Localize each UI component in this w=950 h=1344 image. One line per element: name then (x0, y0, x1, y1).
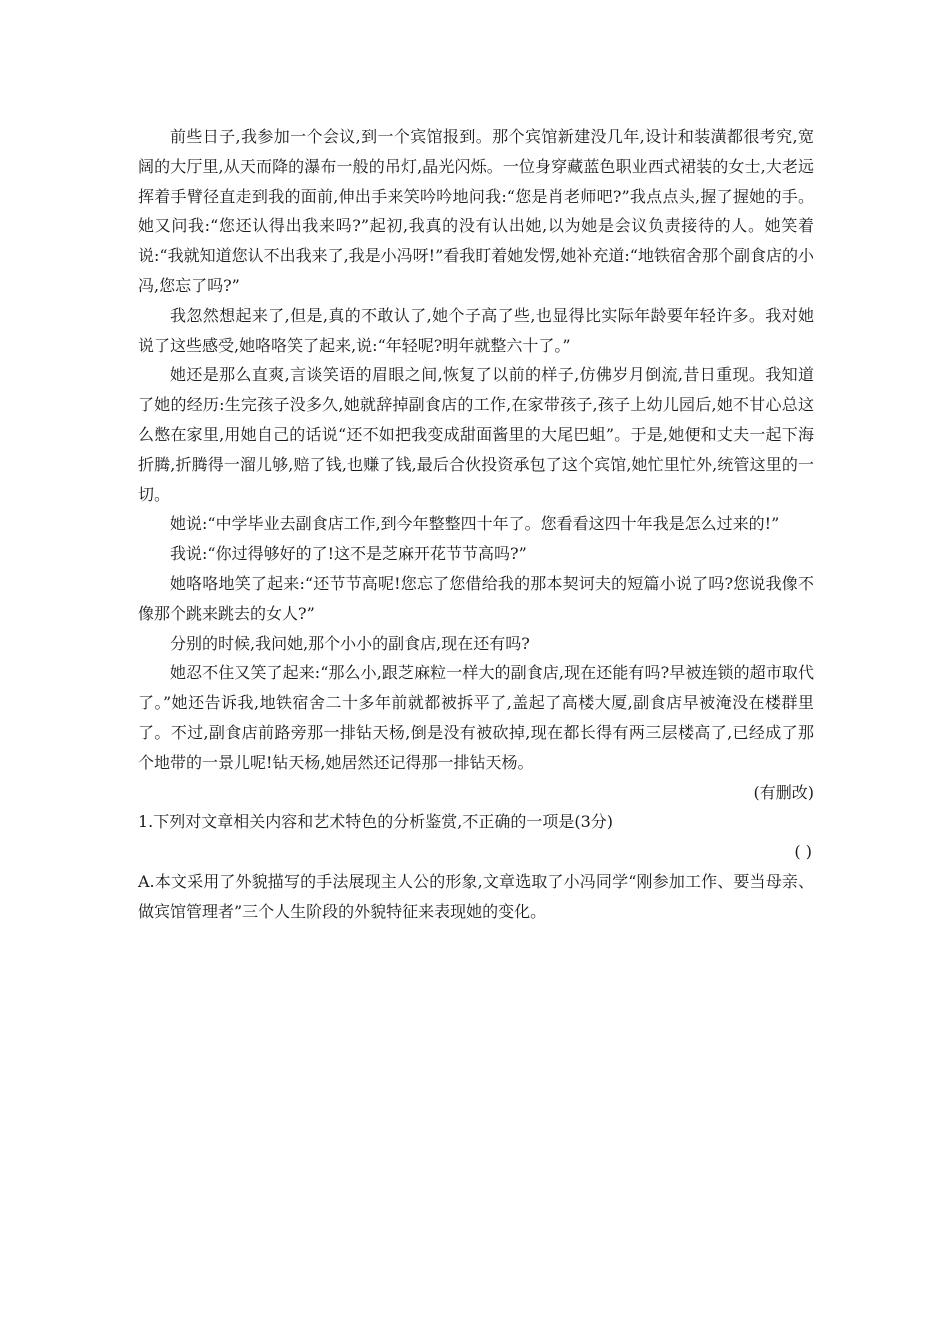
option-a: A.本文采用了外貌描写的手法展现主人公的形象,文章选取了小冯同学“刚参加工作、要当母亲、做宾馆管理者”三个人生阶段的外貌特征来表现她的变化。 (138, 871, 814, 921)
paragraph: 她忍不住又笑了起来:“那么小,跟芝麻粒一样大的副食店,现在还能有吗?早被连锁的超市取代了。”她还告诉我,地铁宿舍二十多年前就都被拆平了,盖起了高楼大厦,副食店早被淹没在楼群里了。不过,副食店前路旁那一排钻天杨,倒是没有被砍掉,现在都长得有两三层楼高了,已经成了那个地带的一景儿呢!钻天杨,她居然还记得那一排钻天杨。 (138, 663, 814, 772)
edit-note: (有删改) (753, 782, 814, 802)
paragraph: 我忽然想起来了,但是,真的不敢认了,她个子高了些,也显得比实际年龄要年轻许多。我对她说了这些感受,她咯咯笑了起来,说:“年轻呢?明年就整六十了。” (138, 305, 814, 355)
article-body (138, 122, 814, 927)
question-stem: 1.下列对文章相关内容和艺术特色的分析鉴赏,不正确的一项是(3分) (138, 812, 614, 832)
paragraph: 前些日子,我参加一个会议,到一个宾馆报到。那个宾馆新建没几年,设计和装潢都很考究,宽阔的大厅里,从天而降的瀑布一般的吊灯,晶光闪烁。一位身穿藏蓝色职业西式裙装的女士,大老远挥着手臂径直走到我的面前,伸出手来笑吟吟地问我:“您是肖老师吧?”我点点头,握了握她的手。她又问我:“您还认得出我来吗?”起初,我真的没有认出她,以为她是会议负责接待的人。她笑着说:“我就知道您认不出我来了,我是小冯呀!”看我盯着她发愣,她补充道:“地铁宿舍那个副食店的小冯,您忘了吗?” (138, 127, 814, 295)
paragraph: 分别的时候,我问她,那个小小的副食店,现在还有吗? (170, 633, 530, 653)
paragraph: 她说:“中学毕业去副食店工作,到今年整整四十年了。您看看这四十年我是怎么过来的!” (170, 514, 780, 534)
paragraph: 她还是那么直爽,言谈笑语的眉眼之间,恢复了以前的样子,仿佛岁月倒流,昔日重现。我知道了她的经历:生完孩子没多久,她就辞掉副食店的工作,在家带孩子,孩子上幼儿园后,她不甘心总这么憋在家里,用她自己的话说“还不如把我变成甜面酱里的大尾巴蛆”。于是,她便和丈夫一起下海折腾,折腾得一溜儿够,赔了钱,也赚了钱,最后合伙投资承包了这个宾馆,她忙里忙外,统管这里的一切。 (138, 365, 814, 504)
answer-blank: ( ) (794, 842, 812, 862)
paragraph: 我说:“你过得够好的了!这不是芝麻开花节节高吗?” (170, 544, 527, 564)
paragraph: 她咯咯地笑了起来:“还节节高呢!您忘了您借给我的那本契诃夫的短篇小说了吗?您说我像不像那个跳来跳去的女人?” (138, 573, 814, 623)
